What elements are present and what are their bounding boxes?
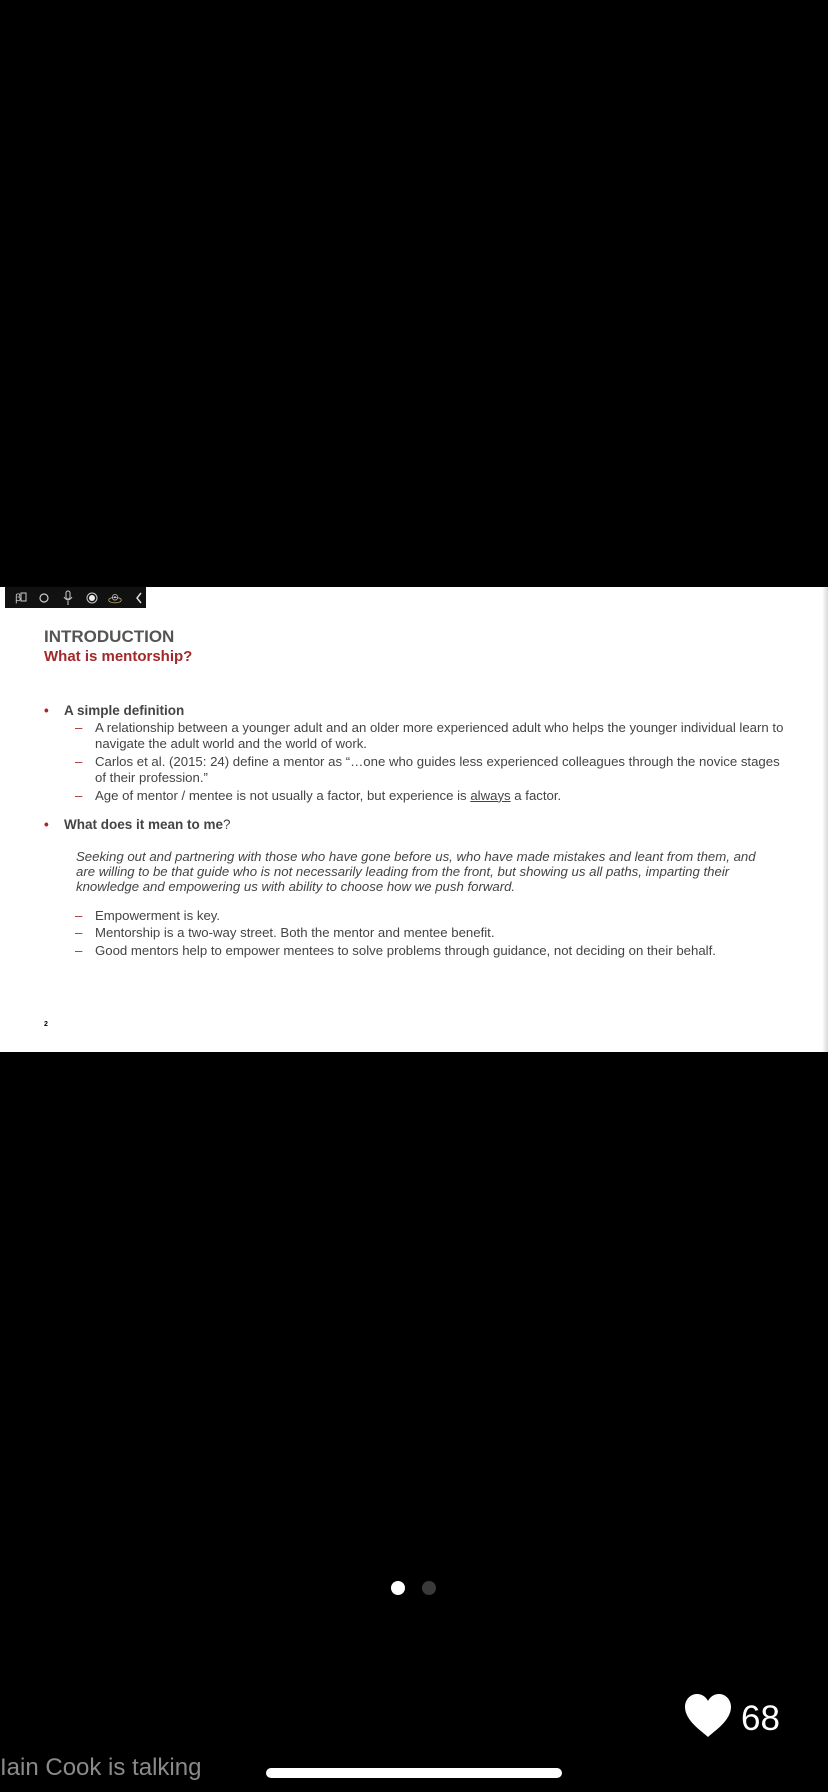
list-item: – Age of mentor / mentee is not usually a factor, but experience is always a factor. [75,787,562,803]
svg-text:ꞵ: ꞵ [14,593,22,604]
bullet-simple-definition: • A simple definition [44,703,784,720]
presenter-toolbar [5,587,146,608]
slide-content [44,703,784,960]
presentation-slide [0,587,828,1052]
slide-subtitle: What is mentorship? [44,648,193,665]
mentorship-quote: Seeking out and partnering with those who have gone before us, who have made mistakes and leant from them, and are willing to be that guide who is not necessarily leading from the front, but showing us all paths, imparting their knowledge and empowering us with ability to choose how we push forward. [76,848,756,894]
bullet-what-does-it-mean: • What does it mean to me? [44,817,784,834]
list-item: – Good mentors help to empower mentees to solve problems through guidance, not deciding on their behalf. [75,942,716,958]
speaker-status: Iain Cook is talking [0,1754,202,1781]
home-indicator[interactable] [266,1768,562,1778]
webcam-icon[interactable] [108,590,122,606]
heart-icon[interactable] [683,1693,733,1744]
carousel-page-indicator[interactable] [391,1581,436,1595]
like-control[interactable] [683,1693,780,1744]
record-icon[interactable] [85,590,99,606]
list-item: – Carlos et al. (2015: 24) define a mentor as “…one who guides less experienced colleagues through the novice stages of their profession.” [75,753,780,785]
list-item: – Mentorship is a two-way street. Both the mentor and mentee benefit. [75,925,495,940]
circle-icon[interactable] [38,590,52,606]
list-item: – Empowerment is key. [75,907,221,923]
meaning-list [44,908,784,960]
page-dot-active[interactable] [391,1581,405,1595]
underlined-word: always [470,787,511,803]
page-dot[interactable] [422,1581,436,1595]
slide-edge-shadow [822,587,828,1052]
slide-page-number: 2 [44,1021,48,1028]
definition-list [44,720,784,805]
microphone-icon[interactable] [61,590,75,606]
collapse-chevron-icon[interactable] [132,590,146,606]
list-item: – A relationship between a younger adult and an older more experienced adult who helps the younger individual learn to navigate the adult world and the world of work. [75,719,784,751]
accessibility-icon[interactable] [14,590,28,606]
slide-title: INTRODUCTION [44,627,175,646]
like-count: 68 [741,1698,780,1738]
